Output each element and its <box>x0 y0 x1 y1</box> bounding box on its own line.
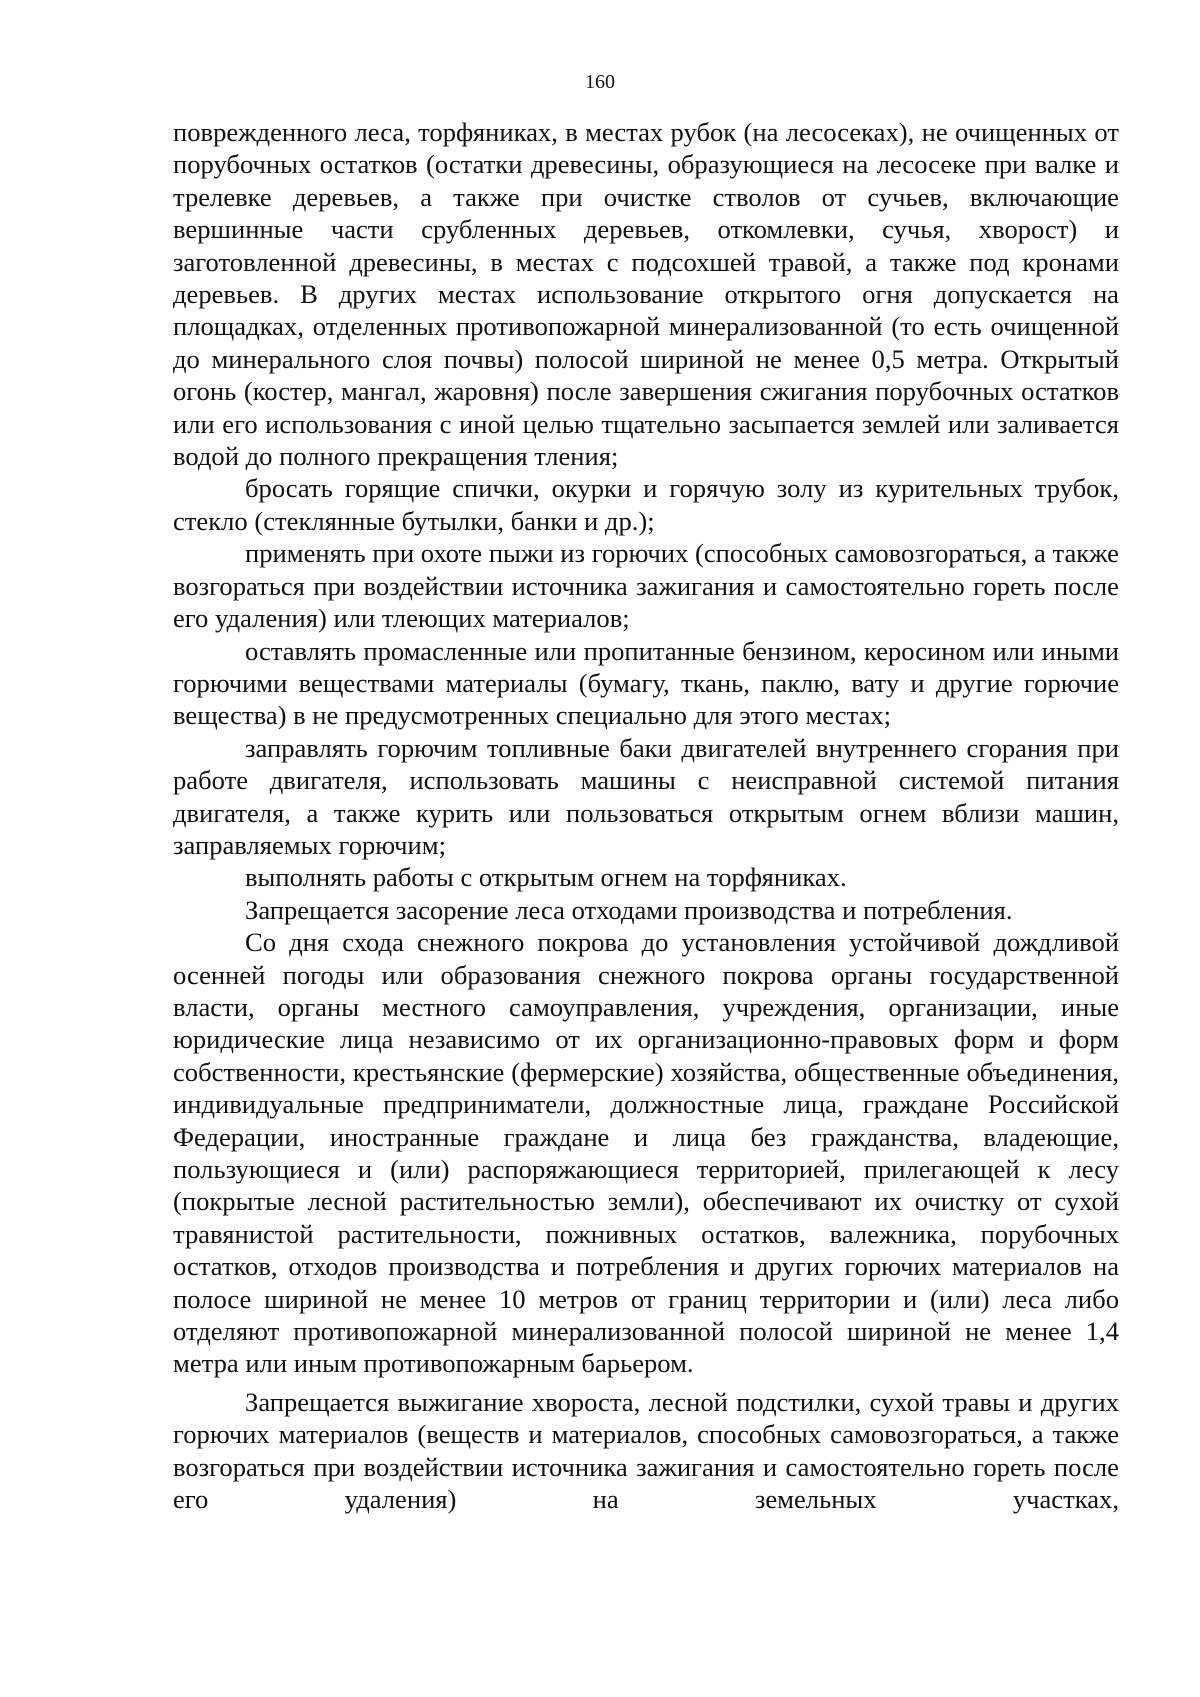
paragraph-oiled-materials: оставлять промасленные или пропитанные бензином, керосином или иными горючими веществами материалы (бумагу, ткань, паклю, вату и другие горючие вещества) в не предусмотренных специально для этого местах; <box>173 635 1119 731</box>
paragraph-forest-fire-rules-continued: поврежденного леса, торфяниках, в местах рубок (на лесосеках), не очищенных от порубочных остатков (остатки древесины, образующиеся на лесосеке при валке и трелевке деревьев, а также при очистке стволов от сучьев, включающие вершинные части срубленных деревьев, откомлевки, сучья, хворост) и заготовленной древесины, в местах с подсохшей травой, а также под кронами деревьев. В других местах использование открытого огня допускается на площадках, отделенных противопожарной минерализованной (то есть очищенной до минерального слоя почвы) полосой шириной не менее 0,5 метра. Открытый огонь (костер, мангал, жаровня) после завершения сжигания порубочных остатков или его использования с иной целью тщательно засыпается землей или заливается водой до полного прекращения тления; <box>173 117 1119 472</box>
paragraph-forest-littering: Запрещается засорение леса отходами производства и потребления. <box>245 894 1013 925</box>
paragraph-burning-prohibition: Запрещается выжигание хвороста, лесной подстилки, сухой травы и других горючих материалов (веществ и материалов, способных самовозгораться, а также возгораться при воздействии источника зажигания и самостоятельно гореть после его удаления) на земельных участках, <box>173 1386 1119 1515</box>
paragraph-matches-cigarettes: бросать горящие спички, окурки и горячую золу из курительных трубок, стекло (стеклянные бутылки, банки и др.); <box>173 473 1119 536</box>
page-number: 160 <box>585 71 615 93</box>
paragraph-peatland-works: выполнять работы с открытым огнем на торфяниках. <box>245 862 847 893</box>
paragraph-hunting-wads: применять при охоте пыжи из горючих (способных самовозгораться, а также возгораться при воздействии источника зажигания и самостоятельно гореть после его удаления) или тлеющих материалов; <box>173 538 1119 634</box>
body-text <box>173 116 1119 1515</box>
paragraph-territory-cleaning: Со дня схода снежного покрова до установления устойчивой дождливой осенней погоды или образования снежного покрова органы государственной власти, органы местного самоуправления, учреждения, организации, иные юридические лица независимо от их организационно-правовых форм и форм собственности, крестьянские (фермерские) хозяйства, общественные объединения, индивидуальные предприниматели, должностные лица, граждане Российской Федерации, иностранные граждане и лица без гражданства, владеющие, пользующиеся и (или) распоряжающиеся территорией, прилегающей к лесу (покрытые лесной растительностью земли), обеспечивают их очистку от сухой травянистой растительности, пожнивных остатков, валежника, порубочных остатков, отходов производства и потребления и других горючих материалов на полосе шириной не менее 10 метров от границ территории и (или) леса либо отделяют противопожарной минерализованной полосой шириной не менее 1,4 метра или иным противопожарным барьером. <box>173 927 1119 1379</box>
paragraph-refueling-engines: заправлять горючим топливные баки двигателей внутреннего сгорания при работе двигателя, использовать машины с неисправной системой питания двигателя, а также курить или пользоваться открытым огнем вблизи машин, заправляемых горючим; <box>173 732 1119 860</box>
